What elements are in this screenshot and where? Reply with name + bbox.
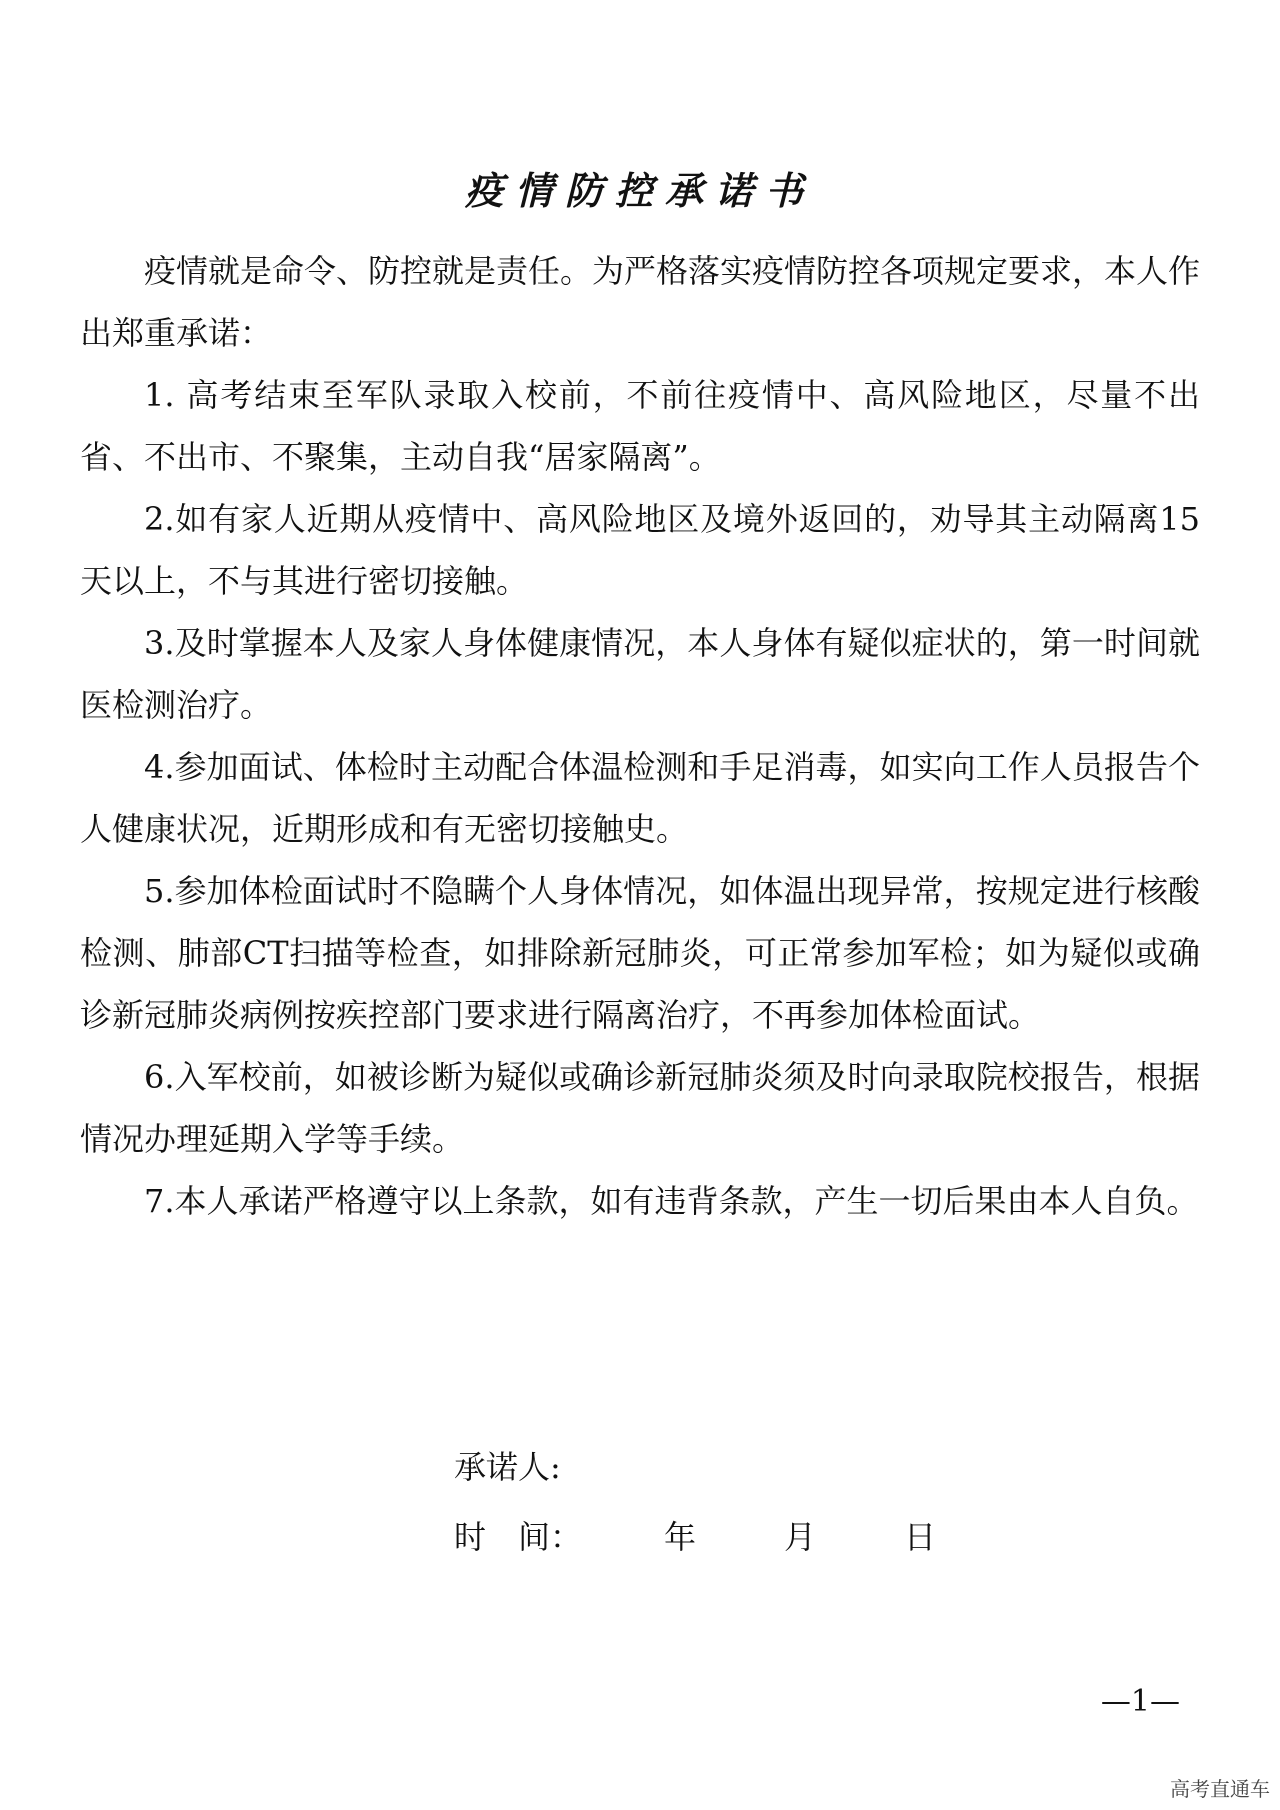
clause-2: 2.如有家人近期从疫情中、高风险地区及境外返回的，劝导其主动隔离15天以上，不与其进行密切接触。 xyxy=(80,500,1200,600)
clause-7: 7.本人承诺严格遵守以上条款，如有违背条款，产生一切后果由本人自负。 xyxy=(144,1182,1199,1220)
document-title: 疫情防控承诺书 xyxy=(464,168,815,213)
time-label: 时 间： xyxy=(454,1518,583,1556)
signature-block xyxy=(454,1432,936,1572)
watermark-text: 高考直通车 xyxy=(1170,1777,1270,1801)
month-label: 月 xyxy=(784,1518,817,1556)
page-number: —1— xyxy=(1100,1684,1180,1719)
clause-6: 6.入军校前，如被诊断为疑似或确诊新冠肺炎须及时向录取院校报告，根据情况办理延期入学等手续。 xyxy=(80,1058,1200,1158)
clause-4: 4.参加面试、体检时主动配合体温检测和手足消毒，如实向工作人员报告个人健康状况，近期形成和有无密切接触史。 xyxy=(80,748,1200,848)
promiser-label: 承诺人: xyxy=(454,1448,561,1486)
clause-1: 1. 高考结束至军队录取入校前，不前往疫情中、高风险地区，尽量不出省、不出市、不聚集，主动自我“居家隔离”。 xyxy=(80,376,1200,476)
clause-3: 3.及时掌握本人及家人身体健康情况，本人身体有疑似症状的，第一时间就医检测治疗。 xyxy=(80,624,1200,724)
day-label: 日 xyxy=(904,1518,937,1556)
date-row xyxy=(454,1502,936,1572)
promiser-row xyxy=(454,1432,936,1502)
intro-paragraph: 疫情就是命令、防控就是责任。为严格落实疫情防控各项规定要求，本人作出郑重承诺： xyxy=(80,252,1201,352)
clause-5: 5.参加体检面试时不隐瞒个人身体情况，如体温出现异常，按规定进行核酸检测、肺部CT扫描等检查，如排除新冠肺炎，可正常参加军检；如为疑似或确诊新冠肺炎病例按疾控部门要求进行隔离治疗，不再参加体检面试。 xyxy=(80,872,1200,1034)
document-body xyxy=(80,240,1200,1232)
year-label: 年 xyxy=(664,1518,697,1556)
